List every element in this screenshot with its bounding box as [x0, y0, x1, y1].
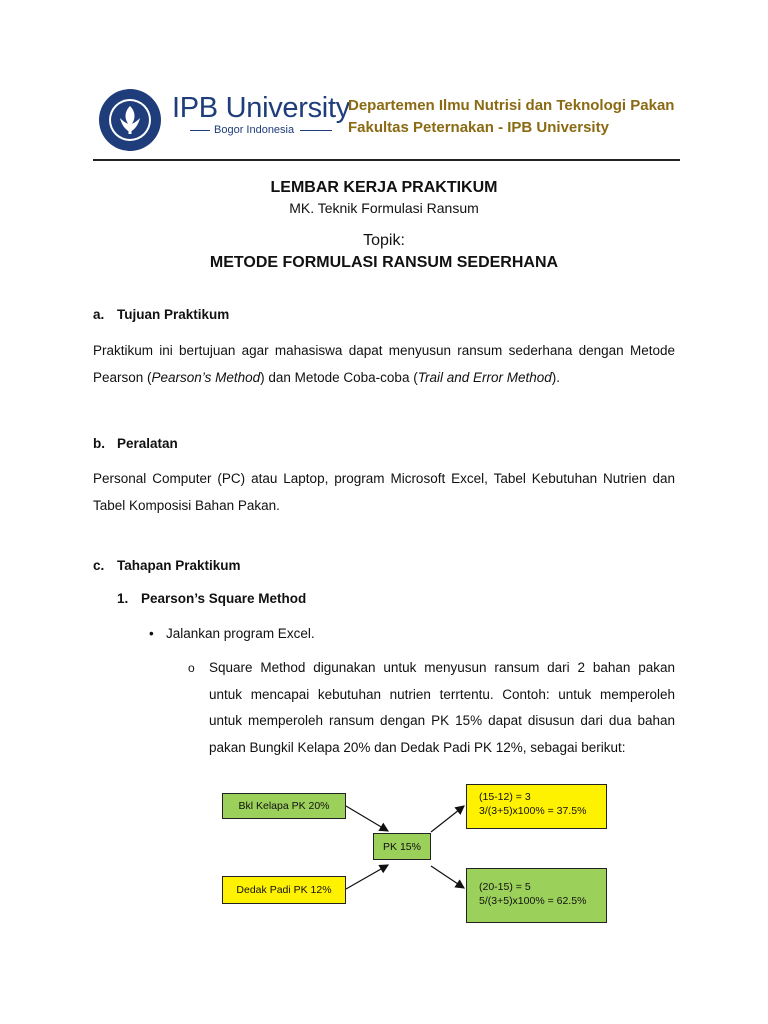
- result-box-top: [466, 784, 607, 829]
- result-bottom-line-1: (20-15) = 5: [479, 881, 531, 893]
- sub-bullet-glyph: o: [188, 661, 195, 675]
- bullet-glyph: •: [149, 626, 154, 641]
- result-bottom-line-2: 5/(3+5)x100% = 62.5%: [479, 895, 587, 907]
- target-box-pk: PK 15%: [373, 833, 431, 860]
- input-box-dedak-padi: Dedak Padi PK 12%: [222, 876, 346, 904]
- section-c-heading: Tahapan Praktikum: [117, 558, 241, 573]
- topic-label: Topik:: [363, 232, 405, 249]
- arrow-top-left: [346, 806, 388, 831]
- section-a-paragraph: Praktikum ini bertujuan agar mahasiswa dapat menyusun ransum sederhana dengan Metode Pearson (Pearson’s Method) dan Metode Coba-coba (Trail and Error Method).: [93, 343, 675, 385]
- result-box-bottom: [466, 868, 607, 923]
- arrow-top-right: [431, 806, 464, 832]
- input-box-bungkil-kelapa: Bkl Kelapa PK 20%: [222, 793, 346, 819]
- faculty-name: Fakultas Peternakan - IPB University: [348, 119, 609, 136]
- section-a-marker: a.: [93, 307, 105, 322]
- course-name: MK. Teknik Formulasi Ransum: [289, 200, 479, 216]
- result-top-line-1: (15-12) = 3: [479, 791, 531, 803]
- university-location: Bogor Indonesia: [190, 124, 332, 136]
- result-top-line-2: 3/(3+5)x100% = 37.5%: [479, 805, 587, 817]
- section-b-paragraph: Personal Computer (PC) atau Laptop, program Microsoft Excel, Tabel Kebutuhan Nutrien dan Tabel Komposisi Bahan Pakan.: [93, 471, 675, 513]
- document-title: LEMBAR KERJA PRAKTIKUM: [270, 179, 498, 196]
- section-b-marker: b.: [93, 436, 105, 451]
- arrow-bottom-left: [346, 865, 388, 889]
- university-name: IPB University: [172, 92, 350, 124]
- section-a-heading: Tujuan Praktikum: [117, 307, 230, 322]
- sub-bullet-text: Square Method digunakan untuk menyusun ransum dari 2 bahan pakan untuk mencapai kebutuhan nutrien terrtentu. Contoh: untuk memperoleh untuk memperoleh ransum dengan PK 15% dapat disusun dari dua bahan pakan Bungkil Kelapa 20% dan Dedak Padi PK 12%, sebagai berikut:: [209, 660, 675, 755]
- bullet-text: Jalankan program Excel.: [166, 626, 315, 641]
- department-name: Departemen Ilmu Nutrisi dan Teknologi Pakan: [348, 97, 675, 114]
- section-c-marker: c.: [93, 558, 105, 573]
- step-marker: 1.: [117, 591, 129, 606]
- step-title: Pearson’s Square Method: [141, 591, 307, 606]
- topic-title: METODE FORMULASI RANSUM SEDERHANA: [209, 254, 559, 271]
- arrow-bottom-right: [431, 866, 464, 888]
- section-b-heading: Peralatan: [117, 436, 178, 451]
